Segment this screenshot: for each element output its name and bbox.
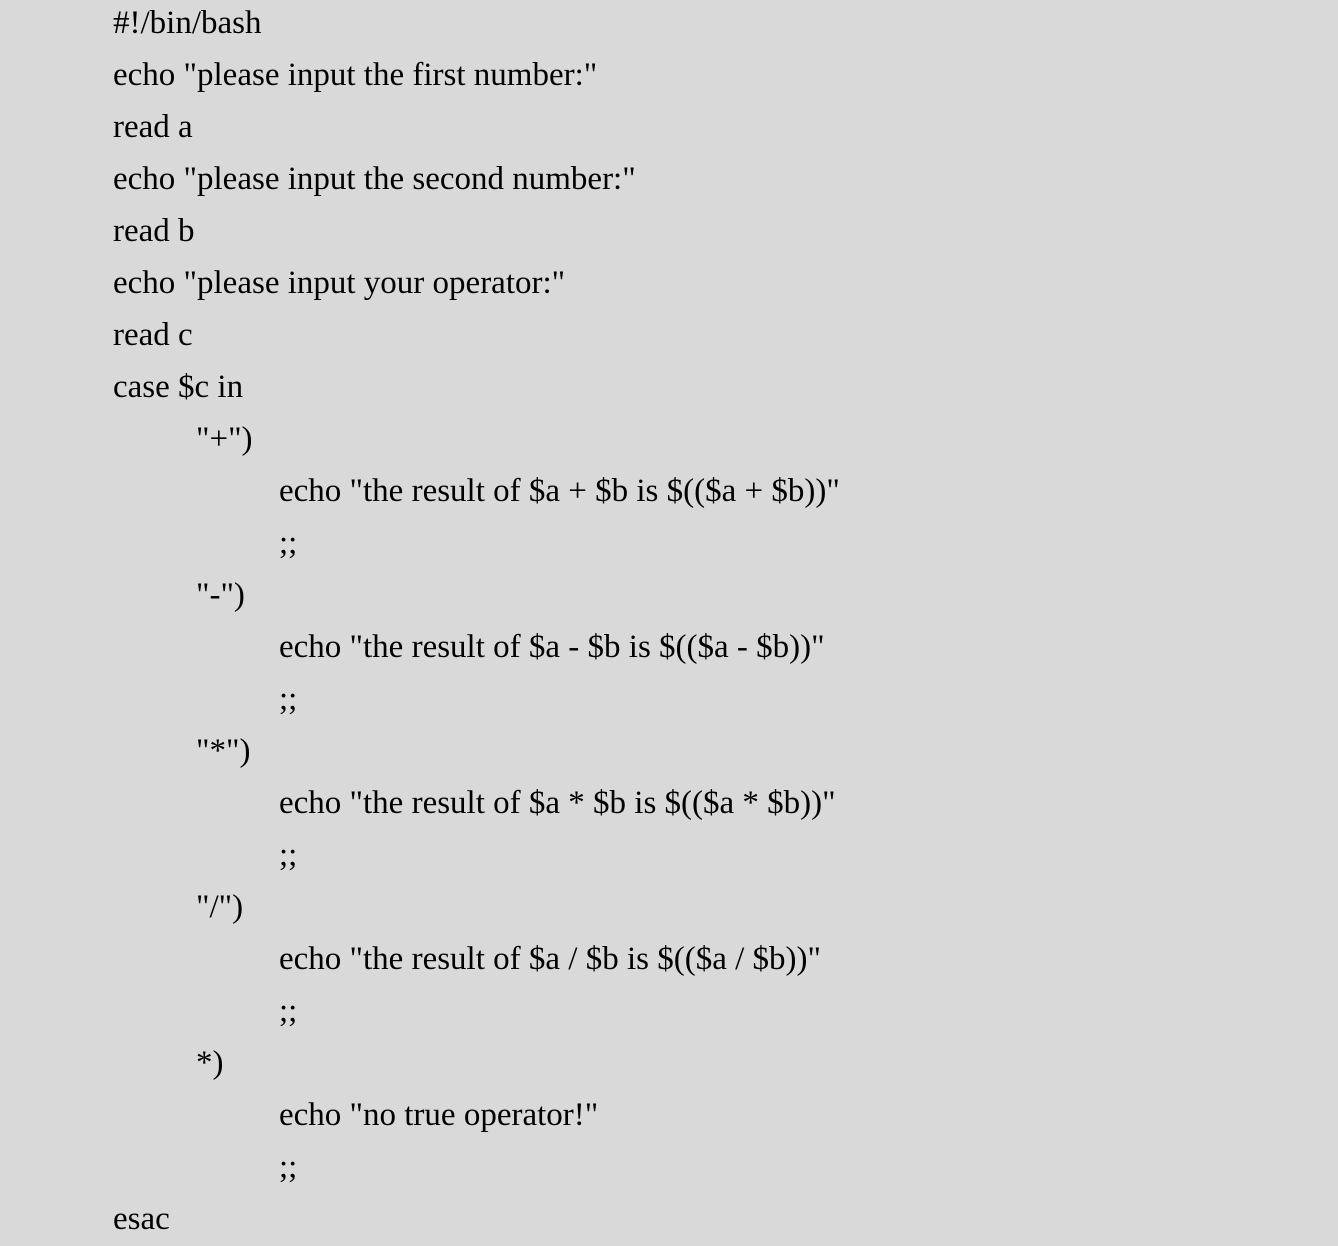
code-line: "*") bbox=[196, 733, 251, 769]
code-line: echo "please input your operator:" bbox=[113, 265, 566, 301]
code-line: *) bbox=[196, 1045, 224, 1081]
code-line: read a bbox=[113, 109, 193, 145]
code-line: ;; bbox=[279, 681, 298, 717]
code-line: echo "the result of $a / $b is $(($a / $b))" bbox=[279, 941, 821, 977]
code-line: echo "the result of $a - $b is $(($a - $b))" bbox=[279, 629, 825, 665]
code-line: read c bbox=[113, 317, 193, 353]
code-line: ;; bbox=[279, 837, 298, 873]
code-line: ;; bbox=[279, 993, 298, 1029]
code-line: echo "the result of $a + $b is $(($a + $b))" bbox=[279, 473, 840, 509]
code-line: "+") bbox=[196, 421, 253, 457]
code-line: "-") bbox=[196, 577, 245, 613]
code-line: echo "no true operator!" bbox=[279, 1097, 599, 1133]
code-line: esac bbox=[113, 1201, 170, 1237]
code-line: ;; bbox=[279, 1149, 298, 1185]
code-line: echo "please input the second number:" bbox=[113, 161, 636, 197]
code-line: "/") bbox=[196, 889, 244, 925]
code-line: case $c in bbox=[113, 369, 244, 405]
code-line: echo "please input the first number:" bbox=[113, 57, 598, 93]
code-line: ;; bbox=[279, 525, 298, 561]
code-line: echo "the result of $a * $b is $(($a * $b))" bbox=[279, 785, 836, 821]
code-line: #!/bin/bash bbox=[113, 5, 262, 41]
code-line: read b bbox=[113, 213, 195, 249]
